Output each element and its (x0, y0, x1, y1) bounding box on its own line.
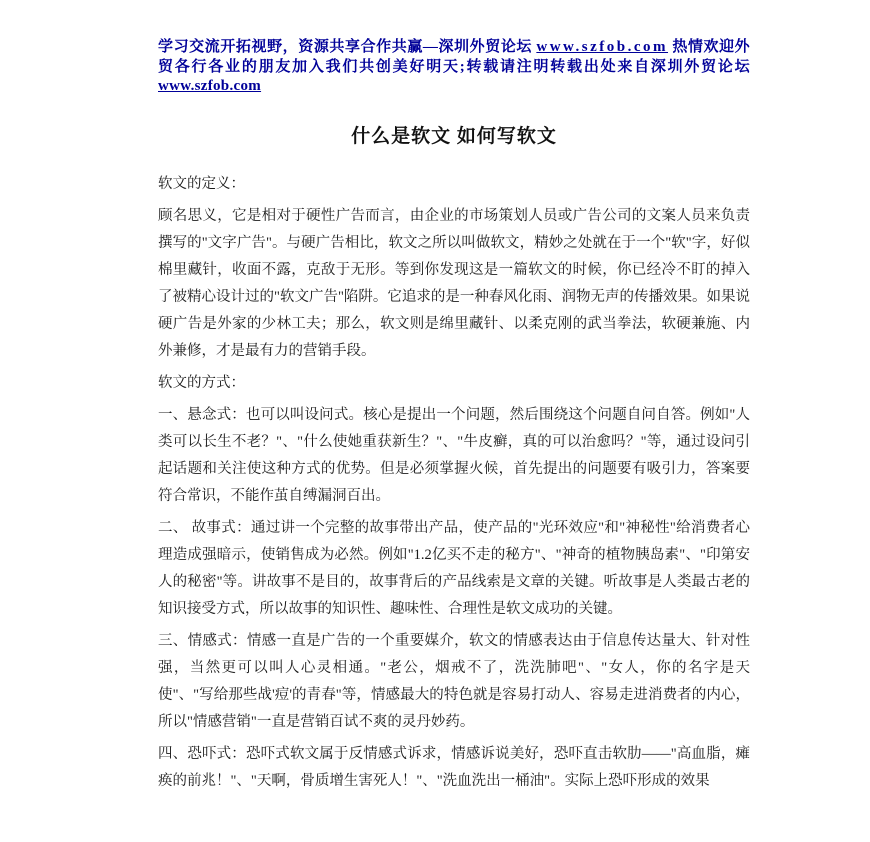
paragraph-method-3-emotion: 三、情感式：情感一直是广告的一个重要媒介，软文的情感表达由于信息传达量大、针对性强，当然更可以叫人心灵相通。"老公，烟戒不了，洗洗肺吧"、"女人，你的名字是天使"、"写给那些战'痘'的青春"等，情感最大的特色就是容易打动人、容易走进消费者的内心，所以"情感营销"一直是营销百试不爽的灵丹妙药。 (158, 632, 750, 730)
document-page (158, 38, 750, 800)
section-heading-definition: 软文的定义： (158, 175, 245, 192)
paragraph-method-4-intimidation: 四、恐吓式：恐吓式软文属于反情感式诉求，情感诉说美好，恐吓直击软肋——"高血脂，瘫痪的前兆！"、"天啊，骨质增生害死人！"、"洗血洗出一桶油"。实际上恐吓形成的效果 (158, 745, 750, 789)
paragraph-method-1-suspense: 一、悬念式：也可以叫设问式。核心是提出一个问题，然后围绕这个问题自问自答。例如"人类可以长生不老？"、"什么使她重获新生？"、"牛皮癣，真的可以治愈吗？"等，通过设问引起话题和关注使这种方式的优势。但是必须掌握火候，首先提出的问题要有吸引力，答案要符合常识，不能作茧自缚漏洞百出。 (158, 406, 750, 504)
forum-link-1[interactable]: www.szfob.com (536, 39, 669, 55)
section-heading-methods: 软文的方式： (158, 374, 245, 391)
paragraph-definition: 顾名思义，它是相对于硬性广告而言，由企业的市场策划人员或广告公司的文案人员来负责撰写的"文字广告"。与硬广告相比，软文之所以叫做软文，精妙之处就在于一个"软"字，好似棉里藏针，收面不露，克敌于无形。等到你发现这是一篇软文的时候，你已经冷不盯的掉入了被精心设计过的"软文广告"陷阱。它追求的是一种春风化雨、润物无声的传播效果。如果说硬广告是外家的少林工夫；那么，软文则是绵里藏针、以柔克刚的武当拳法，软硬兼施、内外兼修，才是最有力的营销手段。 (158, 207, 750, 359)
forum-link-2[interactable]: www.szfob.com (158, 78, 262, 94)
forum-header-note (158, 38, 750, 97)
header-text-2: 热情欢迎外贸各行各业的朋友加入我们共创美好明天;转载请注明转载出处来自深圳外贸论坛 (158, 39, 750, 75)
page-title: 什么是软文 如何写软文 (351, 125, 557, 147)
paragraph-method-2-story: 二、 故事式：通过讲一个完整的故事带出产品，使产品的"光环效应"和"神秘性"给消费者心理造成强暗示，使销售成为必然。例如"1.2亿买不走的秘方"、"神奇的植物胰岛素"、"印第安人的秘密"等。讲故事不是目的，故事背后的产品线索是文章的关键。听故事是人类最古老的知识接受方式，所以故事的知识性、趣味性、合理性是软文成功的关键。 (158, 519, 750, 617)
header-text-1: 学习交流开拓视野，资源共享合作共赢—深圳外贸论坛 (158, 39, 537, 55)
